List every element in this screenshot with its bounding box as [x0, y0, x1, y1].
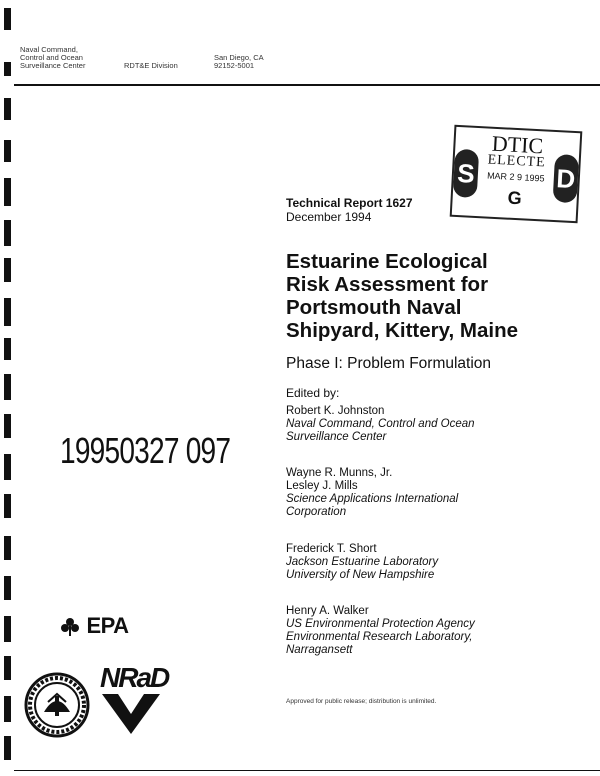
editor-name: Henry A. Walker — [286, 605, 369, 617]
city — [214, 54, 264, 70]
stamp-letter-s: S — [453, 149, 479, 198]
epa-text: EPA — [86, 613, 129, 638]
editor-affiliation: Environmental Research Laboratory, — [286, 631, 473, 643]
editor-affiliation: Science Applications International — [286, 493, 459, 505]
footer-rule — [14, 770, 600, 771]
org-line-2: Control and Ocean — [20, 53, 83, 62]
editor-block-3 — [286, 543, 438, 582]
edited-by-label: Edited by: — [286, 386, 340, 400]
city-name: San Diego, CA — [214, 53, 264, 62]
editor-name: Frederick T. Short — [286, 543, 377, 555]
navy-seal-icon — [24, 672, 90, 743]
title-line-3: Portsmouth Naval — [286, 296, 462, 319]
stamp-dtic: DTIC — [491, 130, 544, 159]
nrad-text: NRaD — [100, 662, 169, 693]
epa-logo — [60, 613, 129, 641]
editor-affiliation: Corporation — [286, 506, 347, 518]
header-rule — [14, 84, 600, 86]
report-subtitle: Phase I: Problem Formulation — [286, 355, 492, 372]
stamp-grade: G — [507, 187, 523, 209]
editor-block-2 — [286, 467, 458, 519]
editor-affiliation: Narragansett — [286, 644, 353, 656]
editor-affiliation: University of New Hampshire — [286, 569, 435, 581]
report-title — [286, 250, 518, 342]
epa-flower-icon — [60, 616, 80, 641]
editor-name: Robert K. Johnston — [286, 405, 385, 417]
editor-block-4 — [286, 605, 475, 657]
nrad-chevron-icon — [100, 692, 162, 736]
org-line-3: Surveillance Center — [20, 61, 86, 70]
editor-name: Wayne R. Munns, Jr. — [286, 467, 393, 479]
org-name — [20, 46, 85, 70]
editor-name: Lesley J. Mills — [286, 480, 358, 492]
editor-affiliation: Surveillance Center — [286, 431, 387, 443]
editor-affiliation: Jackson Estuarine Laboratory — [286, 556, 439, 568]
report-date: December 1994 — [286, 210, 372, 224]
title-line-2: Risk Assessment for — [286, 273, 489, 296]
distribution-statement: Approved for public release; distribution is unlimited. — [286, 698, 437, 705]
dtic-stamp — [450, 125, 583, 224]
stamp-date: MAR 2 9 1995 — [486, 170, 545, 184]
title-line-1: Estuarine Ecological — [286, 250, 488, 273]
division: RDT&E Division — [124, 61, 178, 70]
nrad-logo — [100, 664, 168, 741]
stamp-letter-d: D — [553, 154, 579, 203]
editor-block-1 — [286, 405, 475, 444]
org-line-1: Naval Command, — [20, 45, 78, 54]
editor-affiliation: US Environmental Protection Agency — [286, 618, 475, 630]
editor-affiliation: Naval Command, Control and Ocean — [286, 418, 475, 430]
title-line-4: Shipyard, Kittery, Maine — [286, 319, 519, 342]
stamp-electe: ELECTE — [487, 152, 547, 171]
accession-number: 19950327 097 — [60, 430, 231, 471]
zip-code: 92152-5001 — [214, 61, 255, 70]
report-number: Technical Report 1627 — [286, 196, 413, 210]
